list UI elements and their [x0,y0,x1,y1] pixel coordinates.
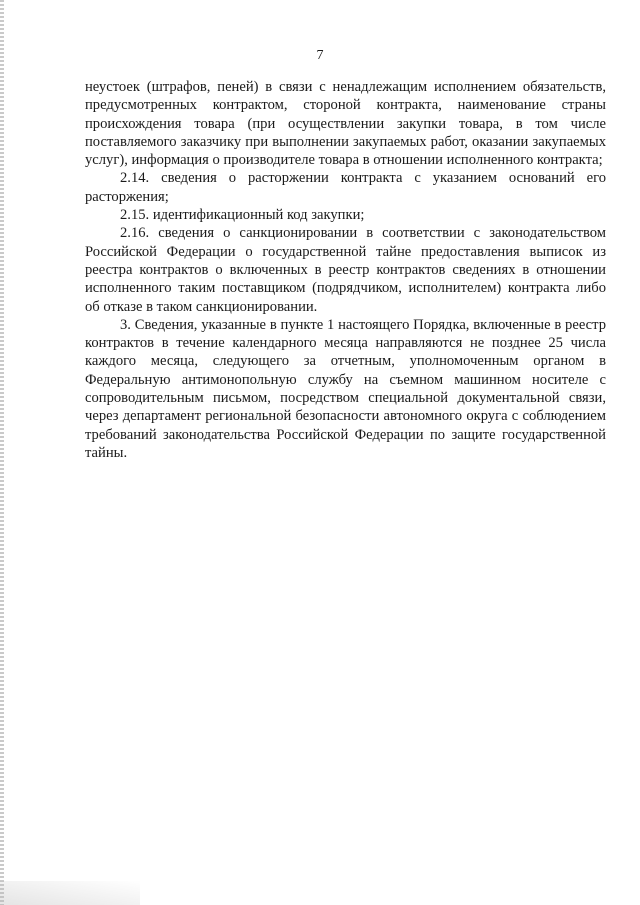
scan-edge-left [0,0,4,905]
page-number: 7 [316,48,324,63]
paragraph-3: 3. Сведения, указанные в пункте 1 настоящего Порядка, включенные в реестр контрактов в течение календарного месяца направляются не позднее 25 числа каждого месяца, следующего за отчетным, уполномоченным органом в Федеральную антимонопольную службу на съемном машинном носителе с сопроводительным письмом, посредством специальной документальной связи, через департамент региональной безопасности автономного округа с соблюдением требований законодательства Российской Федерации по защите государственной тайны. [85,316,606,461]
paragraph-2-15: 2.15. идентификационный код закупки; [120,207,365,224]
paragraph-2-16: 2.16. сведения о санкционировании в соответствии с законодательством Российской Федерации о государственной тайне предоставления выписок из реестра контрактов о включенных в реестр контрактов сведениях в отношении исполненного таким поставщиком (подрядчиком, исполнителем) контракта либо об отказе в таком санкционировании. [85,225,606,315]
scan-edge-bottom [0,881,140,905]
paragraph-continuation: неустоек (штрафов, пеней) в связи с ненадлежащим исполнением обязательств, предусмотренных контрактом, стороной контракта, наименование страны происхождения товара (при осуществлении закупки товара, в том числе поставляемого заказчику при выполнении закупаемых работ, оказании закупаемых услуг), информация о производителе товара в отношении исполненного контракта; [85,79,606,169]
paragraph-2-14: 2.14. сведения о расторжении контракта с указанием оснований его расторжения; [85,170,606,205]
document-body [85,78,606,462]
